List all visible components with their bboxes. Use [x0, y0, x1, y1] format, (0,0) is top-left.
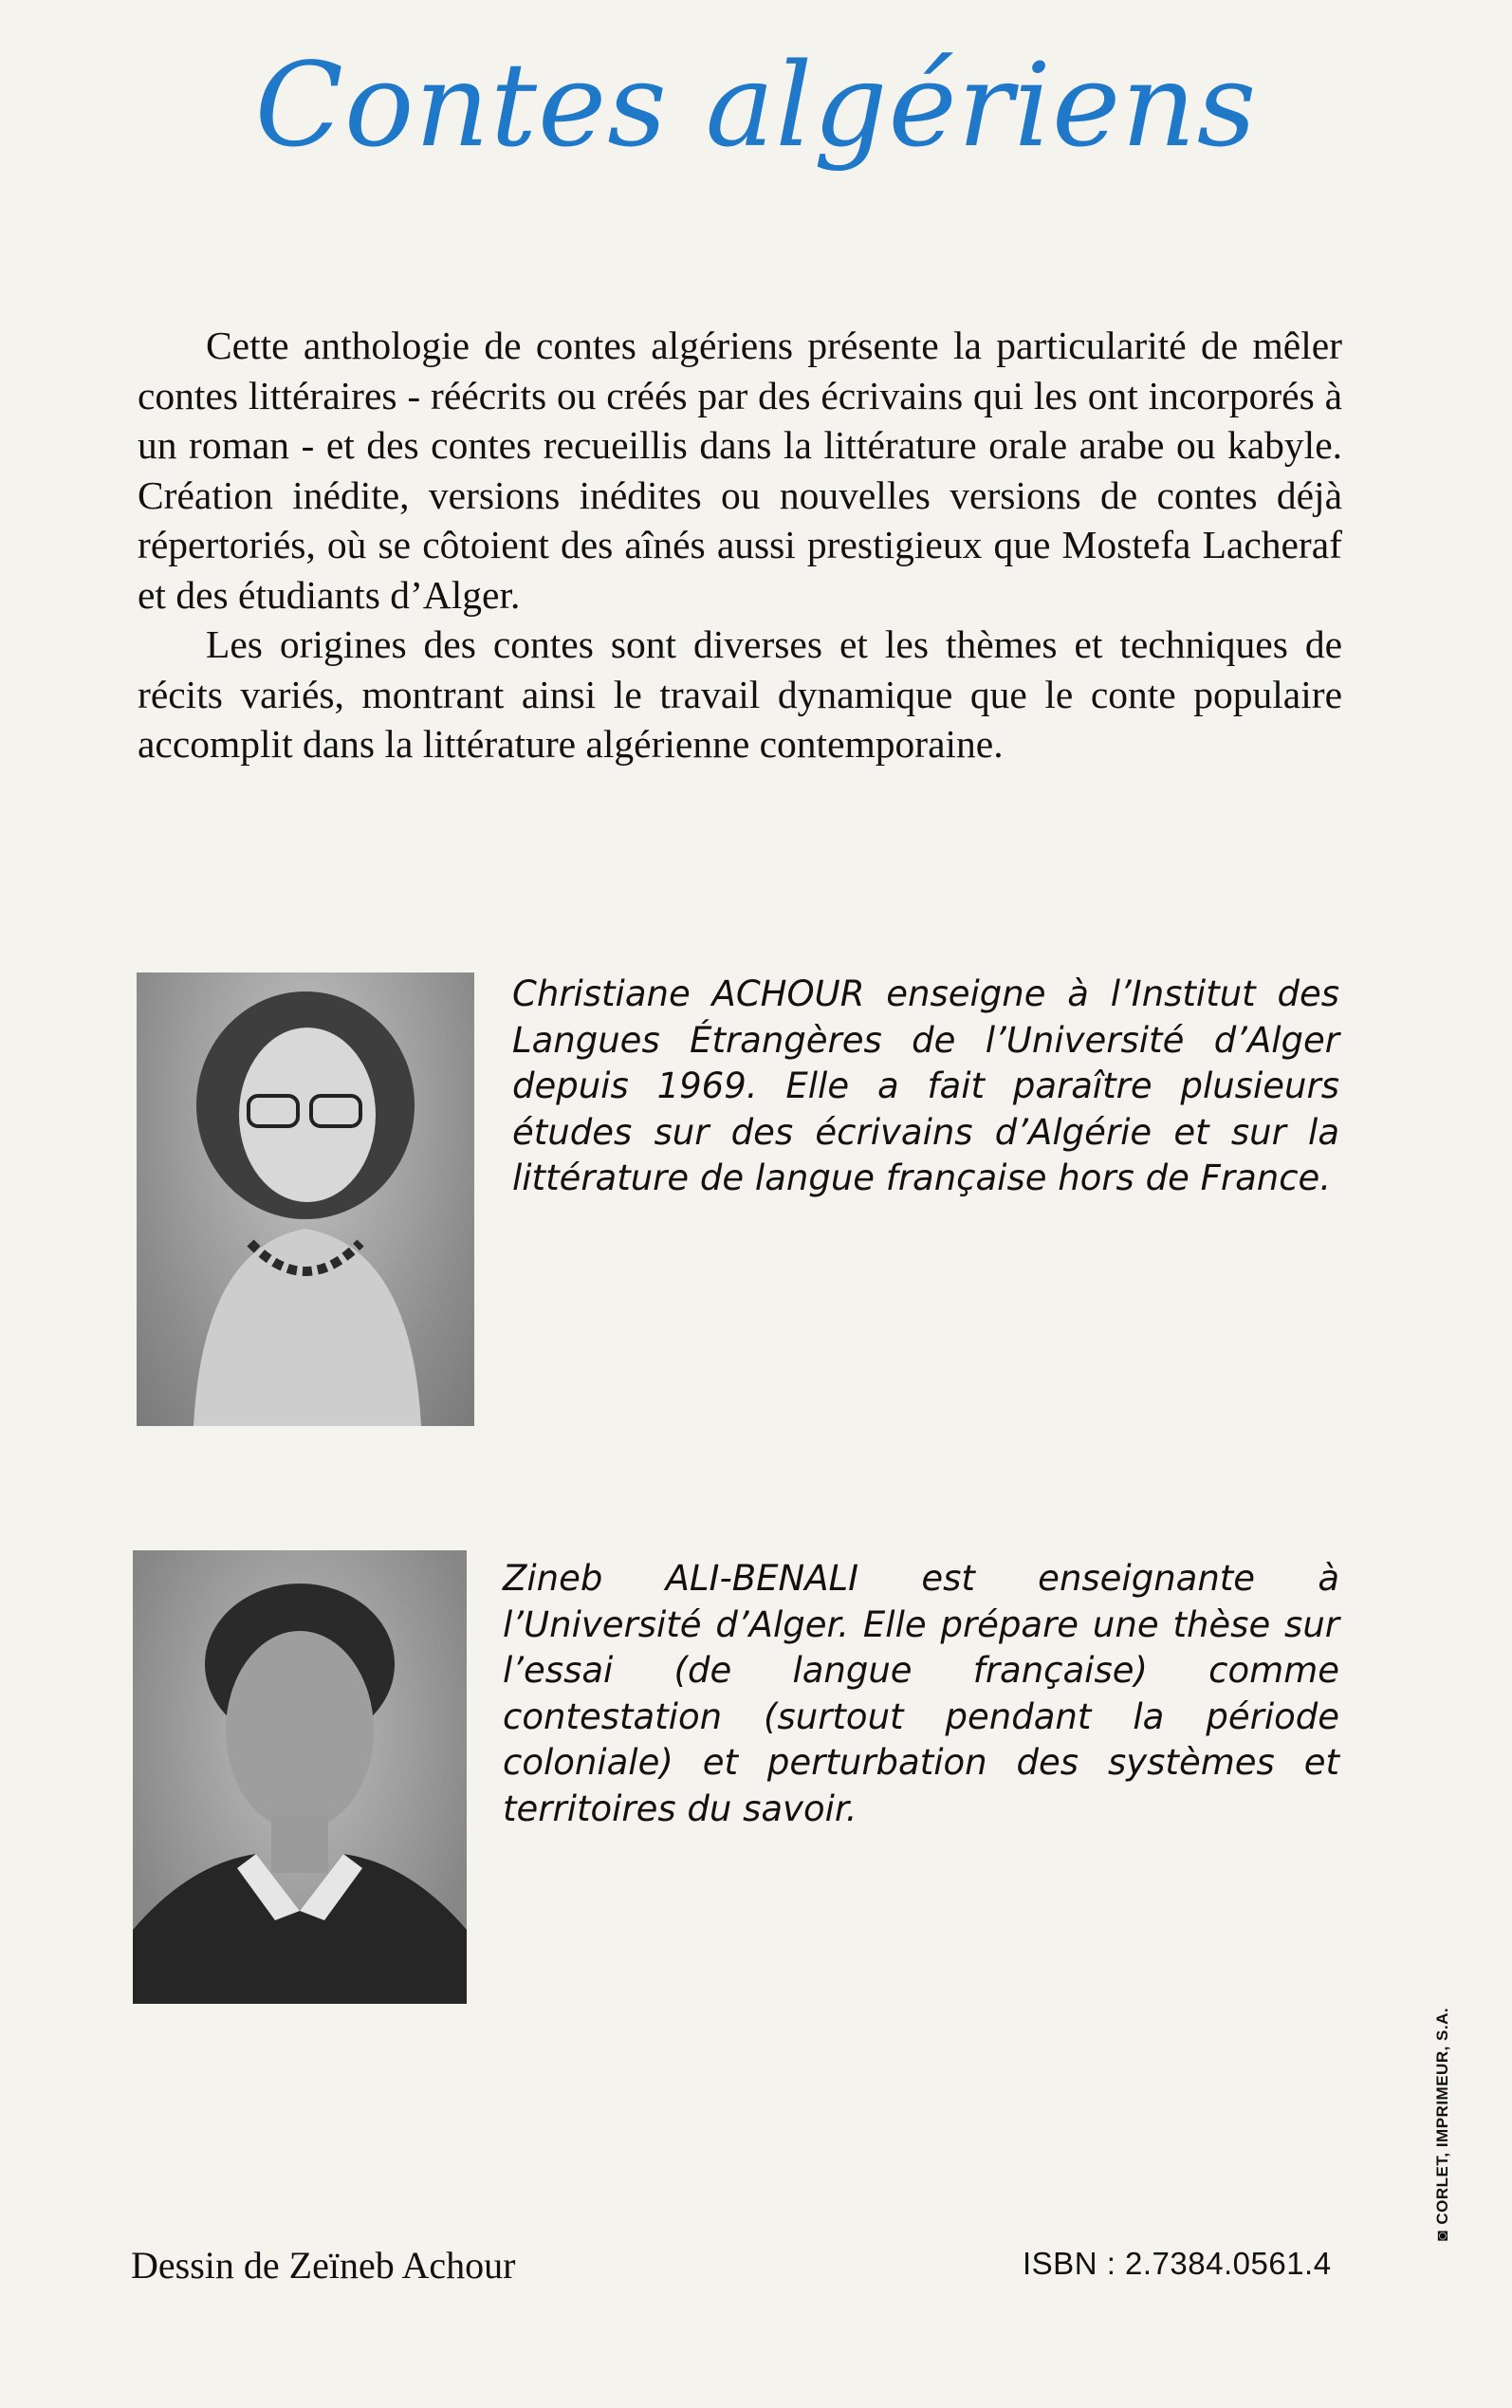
- author-photo-achour: [137, 972, 474, 1426]
- book-title: Contes algériens: [254, 38, 1258, 173]
- author-name: Zineb ALI-BENALI: [503, 1558, 859, 1599]
- printer-imprint: [1432, 2008, 1452, 2241]
- portrait-woman-icon: [133, 1550, 467, 2004]
- author-name: Christiane ACHOUR: [512, 973, 865, 1014]
- printer-name: CORLET, IMPRIMEUR, S.A.: [1433, 2007, 1451, 2225]
- corlet-logo-icon: ◙: [1432, 2230, 1451, 2241]
- isbn: ISBN : 2.7384.0561.4: [1023, 2246, 1332, 2281]
- illustration-credit: Dessin de Zeïneb Achour: [131, 2244, 516, 2287]
- author-bio-text: enseigne à l’Institut des Langues Étrangères de l’Université d’Alger depuis 1969. Elle a fait paraître plusieurs études sur des écrivains d’Algérie et sur la littérature de langue française hors de France.: [512, 973, 1339, 1198]
- intro-paragraph-1: Cette anthologie de contes algériens présente la particularité de mêler contes littéraires - réécrits ou créés par des écrivains qui les ont incorporés à un roman - et des contes recueillis dans la littérature orale arabe ou kabyle. Création inédite, versions inédites ou nouvelles versions de contes déjà répertoriés, où se côtoient des aînés aussi prestigieux que Mostefa Lacheraf et des étudiants d’Alger.: [138, 324, 1342, 617]
- author-photo-ali-benali: [133, 1550, 467, 2004]
- intro-paragraph-2: Les origines des contes sont diverses et les thèmes et techniques de récits variés, montrant ainsi le travail dynamique que le conte populaire accomplit dans la littérature algérienne contemporaine.: [138, 622, 1342, 766]
- author-bio-achour: [512, 972, 1339, 1202]
- portrait-woman-icon: [137, 972, 474, 1426]
- author-bio-ali-benali: [503, 1556, 1339, 1832]
- author-bio-text: est enseignante à l’Université d’Alger. Elle prépare une thèse sur l’essai (de langue française) comme contestation (surtout pendant la période coloniale) et perturbation des systèmes et territoires du savoir.: [503, 1558, 1339, 1829]
- intro-text: [138, 321, 1342, 769]
